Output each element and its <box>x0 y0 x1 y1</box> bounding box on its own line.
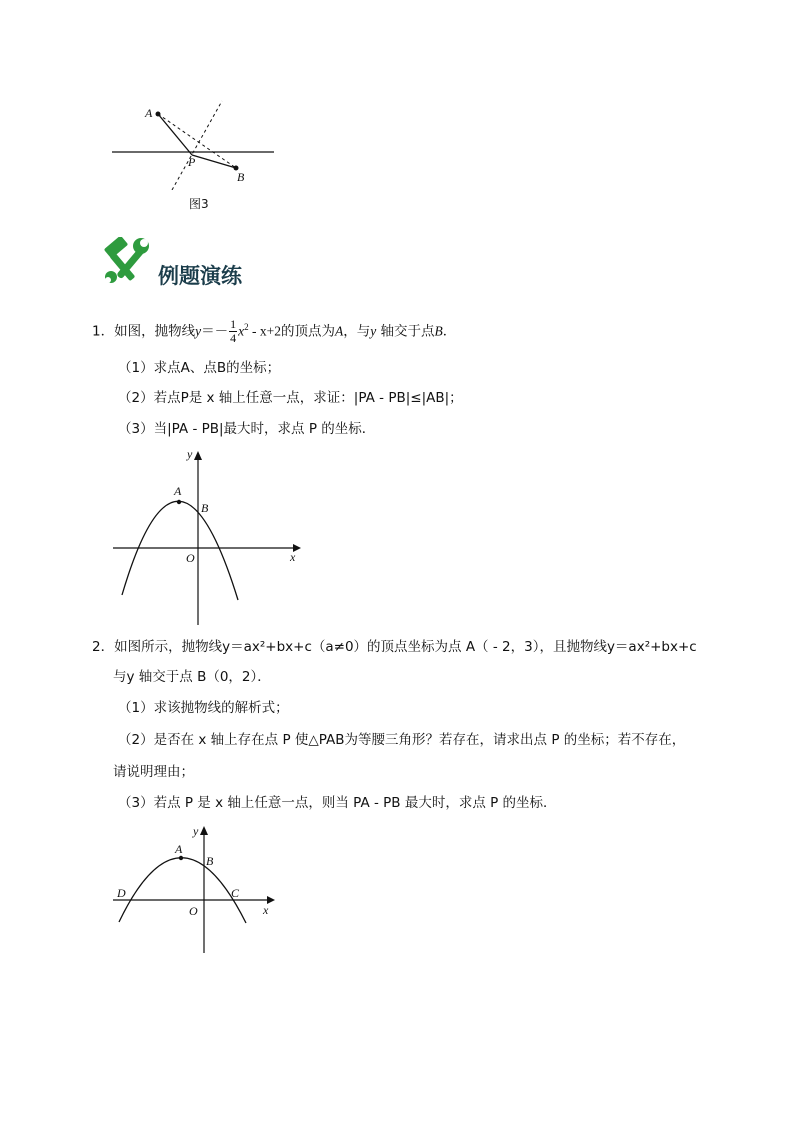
label-O: O <box>186 551 195 565</box>
axis-name: y <box>370 323 377 339</box>
stem-text: 如图，抛物线 <box>114 323 196 340</box>
label-C: C <box>231 886 240 900</box>
problem-number: 2． <box>92 639 115 655</box>
figure-3-caption: 图3 <box>189 197 209 211</box>
label-A: A <box>175 842 183 856</box>
label-P: P <box>188 155 196 169</box>
label-D: D <box>117 886 126 900</box>
label-x: x <box>290 550 296 564</box>
eq-equals: ＝－ <box>201 323 229 339</box>
y-axis-arrow <box>200 826 208 835</box>
fraction-numerator: 1 <box>230 317 237 331</box>
label-y: y <box>193 824 199 838</box>
point-name: A <box>334 323 344 339</box>
tools-icon <box>103 237 153 283</box>
problem-1-sub-3: （3）当|PA - PB|最大时，求点 P 的坐标． <box>118 421 376 437</box>
point-A <box>156 112 161 117</box>
vertex-A <box>177 500 181 504</box>
stem-text: 的顶点为 <box>280 323 335 340</box>
problem-1-sub-2: （2）若点P是 x 轴上任意一点，求证：|PA - PB|≤|AB|； <box>118 390 463 406</box>
label-B: B <box>201 501 209 515</box>
label-B: B <box>237 170 245 184</box>
problem-2-sub-2: （2）是否在 x 轴上存在点 P 使△PAB为等腰三角形？若存在，请求出点 P 的坐标；若不存在， <box>118 732 686 748</box>
section-title: 例题演练 <box>158 263 242 288</box>
figure-3 <box>100 95 290 190</box>
eq-rest: - x+2 <box>248 323 281 339</box>
eq-exponent: 2 <box>244 322 249 332</box>
label-B: B <box>206 854 214 868</box>
vertex-A <box>179 856 183 860</box>
problem-2-stem <box>92 637 697 657</box>
problem-2-sub-1: （1）求该抛物线的解析式； <box>118 700 289 716</box>
problem-2-sub-3: （3）若点 P 是 x 轴上任意一点，则当 PA - PB 最大时，求点 P 的坐标． <box>118 795 557 811</box>
segment-AB-dashed <box>158 114 236 168</box>
eq-x: x <box>238 323 245 339</box>
parabola <box>119 858 246 923</box>
problem-2-stem-cont: 与y 轴交于点 B（0，2）． <box>113 669 271 685</box>
problem-1-graph <box>105 445 310 630</box>
problem-number: 1． <box>92 323 115 340</box>
segment-AP <box>158 114 192 155</box>
label-x: x <box>263 903 269 917</box>
segment-PB <box>192 155 236 168</box>
problem-2-graph <box>105 820 290 960</box>
fraction-denominator: 4 <box>230 331 237 345</box>
dashed-axis-line <box>172 101 222 190</box>
problem-2-sub-2-cont: 请说明理由； <box>113 764 194 780</box>
label-O: O <box>189 904 198 918</box>
problem-1-sub-1: （1）求点A、点B的坐标； <box>118 360 281 376</box>
problem-1-stem <box>92 317 456 345</box>
eq-y: y <box>195 323 202 339</box>
point-name: B <box>434 323 443 339</box>
parabola <box>122 501 238 600</box>
stem-text: ，与 <box>343 323 371 340</box>
label-A: A <box>145 106 153 120</box>
stem-text: 如图所示，抛物线y＝ax²+bx+c（a≠0）的顶点坐标为点 A（ - 2，3），且抛物线y＝ax²+bx+c <box>114 639 697 655</box>
label-A: A <box>174 484 182 498</box>
y-axis-arrow <box>194 451 202 460</box>
fraction-quarter <box>229 318 237 345</box>
label-y: y <box>187 447 193 461</box>
stem-text: ． <box>442 323 457 340</box>
stem-text: 轴交于点 <box>376 323 435 340</box>
